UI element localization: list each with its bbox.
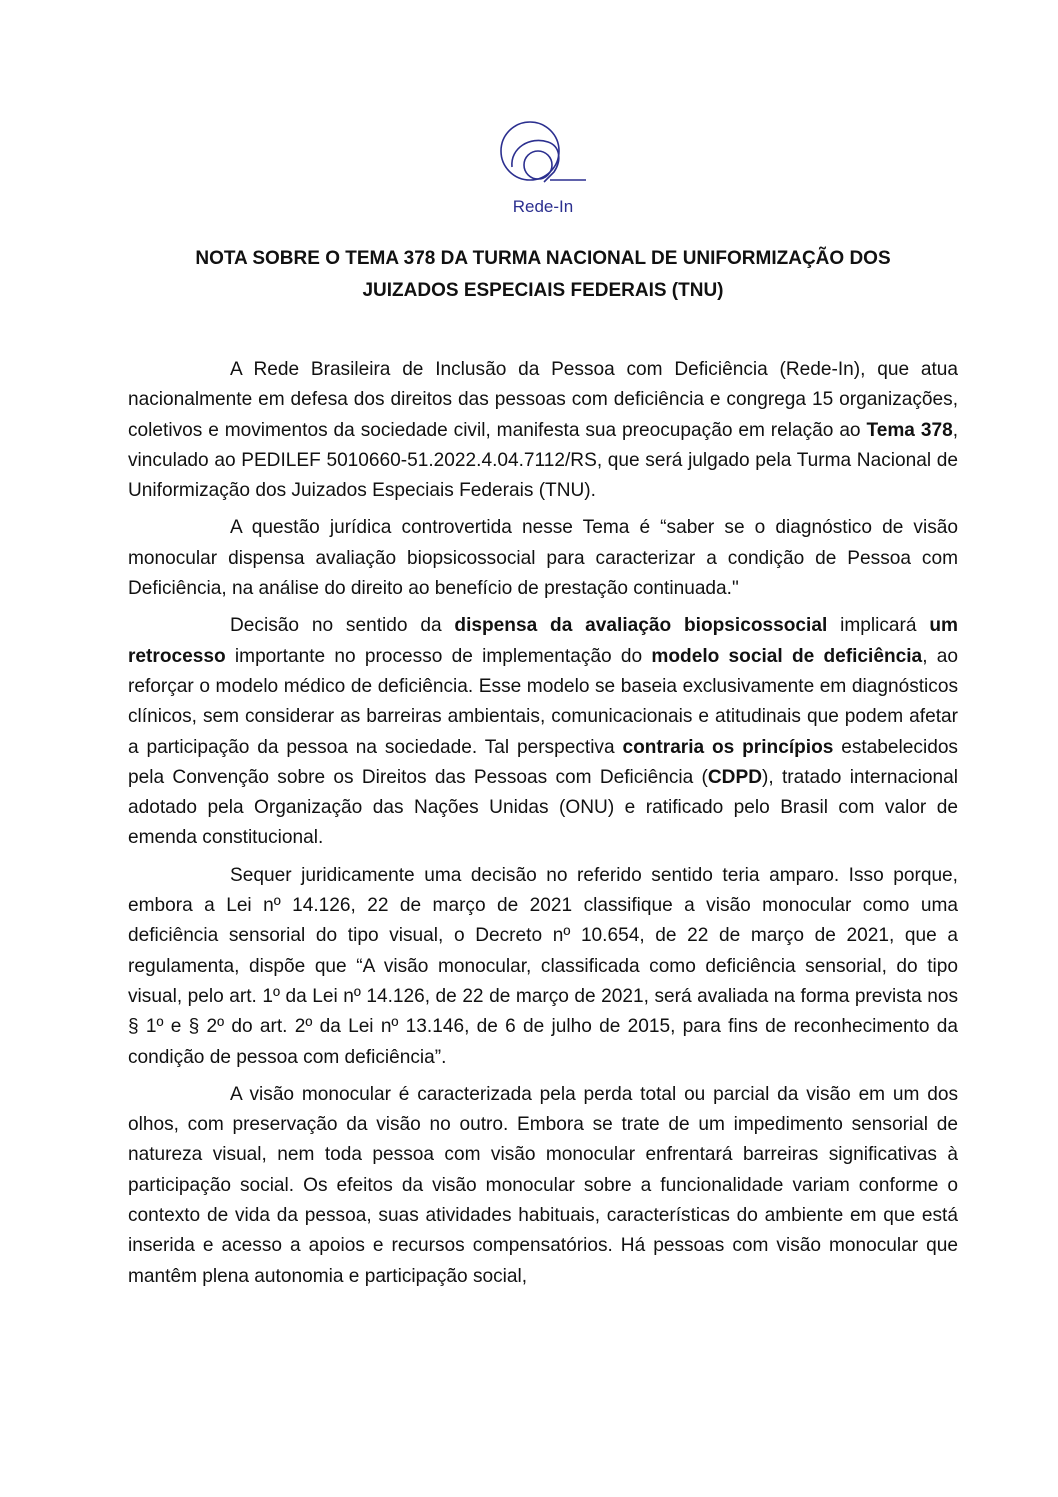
paragraph-4: Sequer juridicamente uma decisão no referido sentido teria amparo. Isso porque, embora a Lei nº 14.126, 22 de março de 2021 classifique a visão monocular como uma deficiência sensorial do tipo visual, o Decreto nº 10.654, de 22 de março de 2021, que a regulamenta, dispõe que “A visão monocular, classificada como deficiência sensorial, do tipo visual, pelo art. 1º da Lei nº 14.126, de 22 de março de 2021, será avaliada na forma prevista nos § 1º e § 2º do art. 2º da Lei nº 13.146, de 6 de julho de 2015, para fins de reconhecimento da condição de pessoa com deficiência”. — [128, 864, 958, 1068]
title-line-1: NOTA SOBRE O TEMA 378 DA TURMA NACIONAL DE UNIFORMIZAÇÃO DOS — [195, 248, 891, 269]
paragraph-1-bold-tema: Tema 378 — [866, 419, 953, 441]
paragraph-3-bold-j: CDPD — [707, 766, 762, 788]
paragraph-5: A visão monocular é caracterizada pela perda total ou parcial da visão em um dos olhos, com preservação da visão no outro. Embora se trate de um impedimento sensorial de natureza visual, nem toda pessoa com visão monocular enfrentará barreiras significativas à participação social. Os efeitos da visão monocular sobre a funcionalidade variam conforme o contexto de vida da pessoa, suas atividades habituais, características do ambiente em que está inserida e acesso a apoios e recursos compensatórios. Há pessoas com visão monocular que mantêm plena autonomia e participação social, — [128, 1083, 958, 1287]
paragraph-3-text-g: , ao reforçar o modelo médico de deficiência. Esse modelo se baseia exclusivamente em diagnósticos clínicos, sem considerar as barreiras ambientais, comunicacionais e atitudinais que podem afetar a participação da pessoa na sociedade. Tal perspectiva — [128, 645, 958, 758]
paragraph-3-text-e: importante no processo de implementação do — [225, 645, 652, 667]
paragraph-3-text-c: implicará — [827, 615, 930, 637]
paragraph-3-bold-h: contraria os princípios — [622, 736, 834, 758]
paragraph-3-text-k: ), tratado internacional adotado pela Organização das Nações Unidas (ONU) e ratificado pelo Brasil com valor de emenda constitucional. — [128, 766, 958, 849]
paragraph-3-text-i: estabelecidos pela Convenção sobre os Direitos das Pessoas com Deficiência ( — [128, 736, 958, 788]
paragraph-1 — [128, 355, 958, 506]
title-line-2: JUIZADOS ESPECIAIS FEDERAIS (TNU) — [362, 280, 724, 301]
paragraph-3-text-a: Decisão no sentido da — [230, 615, 455, 637]
paragraph-1-text-a: A Rede Brasileira de Inclusão da Pessoa com Deficiência (Rede-In), que atua nacionalmente em defesa dos direitos das pessoas com deficiência e congrega 15 organizações, coletivos e movimentos da sociedade civil, manifesta sua preocupação em relação ao — [128, 359, 958, 441]
paragraph-3-bold-b: dispensa da avaliação biopsicossocial — [454, 615, 828, 637]
logo-text: Rede-In — [512, 197, 574, 216]
document-title — [128, 243, 958, 307]
document-body — [128, 355, 958, 1292]
rede-in-logo-icon — [490, 118, 600, 218]
paragraph-3-bold-f: modelo social de deficiência — [651, 645, 923, 667]
paragraph-3 — [128, 611, 958, 853]
rede-in-logo — [490, 118, 600, 218]
paragraph-3-bold-d: um retrocesso — [128, 615, 958, 667]
paragraph-1-text-c: , vinculado ao PEDILEF 5010660-51.2022.4.04.7112/RS, que será julgado pela Turma Nacional de Uniformização dos Juizados Especiais Federais (TNU). — [128, 419, 959, 502]
paragraph-2: A questão jurídica controvertida nesse Tema é “saber se o diagnóstico de visão monocular dispensa avaliação biopsicossocial para caracterizar a condição de Pessoa com Deficiência, na análise do direito ao benefício de prestação continuada." — [128, 517, 958, 600]
